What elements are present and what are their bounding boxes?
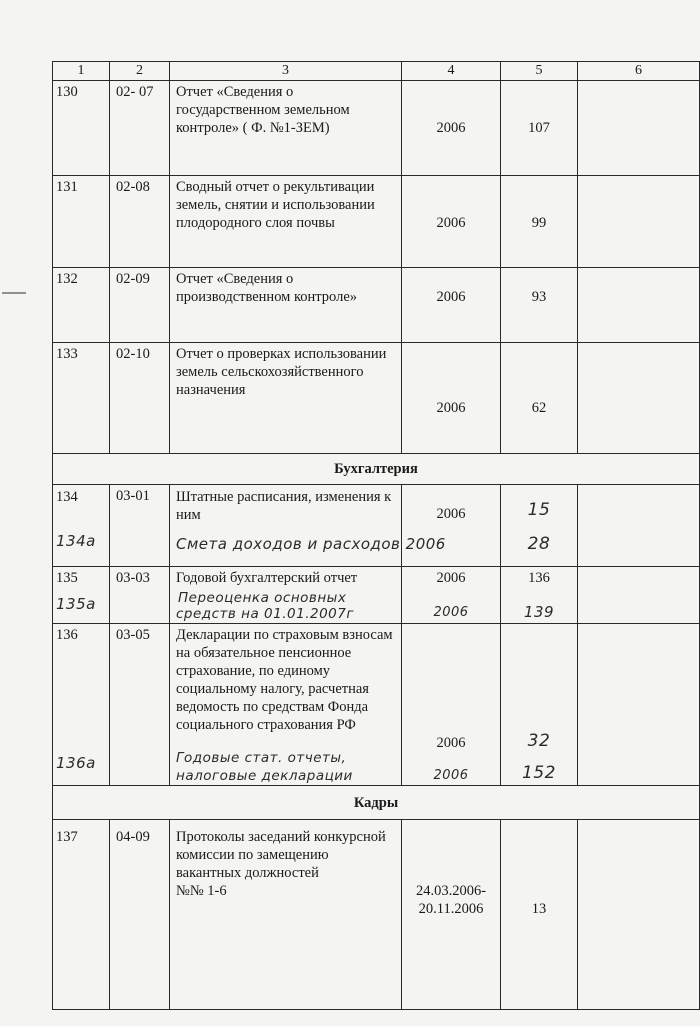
handwritten-note: Переоценка основных — [178, 590, 347, 606]
row-number-cell — [53, 567, 110, 624]
row-note — [578, 820, 700, 1010]
row-count: 13 — [501, 820, 578, 1010]
section-row — [53, 786, 700, 820]
table-row — [53, 343, 700, 454]
row-count: 136 — [528, 570, 550, 586]
row-number: 131 — [53, 176, 110, 268]
handwritten-row-number: 135а — [56, 595, 96, 613]
section-title: Бухгалтерия — [53, 454, 700, 485]
row-count: 99 — [501, 176, 578, 268]
row-year: 2006 — [402, 268, 501, 343]
row-note — [578, 176, 700, 268]
row-title: Годовой бухгалтерский отчет — [176, 570, 358, 586]
table-row — [53, 81, 700, 176]
row-title-numbers: №№ 1-6 — [176, 883, 227, 899]
row-count: 93 — [501, 268, 578, 343]
row-code: 03-05 — [110, 624, 170, 786]
table-row — [53, 485, 700, 567]
row-note — [578, 268, 700, 343]
row-code: 04-09 — [110, 820, 170, 1010]
scan-mark-icon — [0, 285, 30, 305]
row-count: 107 — [501, 81, 578, 176]
row-year-cell — [402, 820, 501, 1010]
handwritten-count: 32 — [527, 731, 551, 751]
row-year: 2006 — [436, 735, 466, 751]
column-number: 2 — [110, 62, 170, 81]
handwritten-count: 15 — [527, 500, 551, 520]
column-number: 1 — [53, 62, 110, 81]
handwritten-count: 28 — [527, 534, 551, 554]
row-count-cell — [501, 567, 578, 624]
handwritten-row-number: 136а — [56, 754, 96, 772]
row-number: 133 — [53, 343, 110, 454]
row-year-cell — [402, 485, 501, 567]
row-title: Декларации по страховым взносам на обязательное пенсионное страхование, по единому социальному налогу, расчетная ведомость по средствам Фонда социального страхования РФ — [176, 627, 393, 733]
row-title-cell — [170, 567, 402, 624]
row-title-cell — [170, 624, 402, 786]
row-title: Отчет «Сведения о государственном земельном контроле» ( Ф. №1-ЗЕМ) — [170, 81, 402, 176]
table-row — [53, 268, 700, 343]
row-year: 2006 — [436, 570, 466, 586]
row-year: 2006 — [402, 81, 501, 176]
section-title: Кадры — [53, 786, 700, 820]
row-code: 02-10 — [110, 343, 170, 454]
row-note — [578, 485, 700, 567]
row-number: 135 — [56, 570, 78, 586]
handwritten-year: 2006 — [433, 768, 469, 783]
row-year-cell — [402, 567, 501, 624]
row-number: 136 — [56, 627, 78, 643]
column-number: 3 — [170, 62, 402, 81]
row-number: 132 — [53, 268, 110, 343]
handwritten-note: Смета доходов и расходов 2006 — [176, 535, 446, 553]
row-note — [578, 624, 700, 786]
row-title: Сводный отчет о рекультивации земель, снятии и использовании плодородного слоя почвы — [170, 176, 402, 268]
table-row — [53, 567, 700, 624]
inventory-table — [52, 61, 700, 1010]
row-code: 03-01 — [110, 485, 170, 567]
row-title-cell — [170, 820, 402, 1010]
section-row — [53, 454, 700, 485]
row-year: 2006 — [436, 506, 466, 522]
table-row — [53, 624, 700, 786]
row-code: 03-03 — [110, 567, 170, 624]
handwritten-count: 152 — [522, 763, 556, 783]
row-title: Штатные расписания, изменения к ним — [176, 489, 392, 523]
row-year-cell — [402, 624, 501, 786]
row-year-end: 20.11.2006 — [418, 901, 484, 917]
column-number: 4 — [402, 62, 501, 81]
table-row — [53, 820, 700, 1010]
row-year-start: 24.03.2006- — [415, 883, 487, 899]
column-number: 5 — [501, 62, 578, 81]
handwritten-year: 2006 — [433, 605, 469, 620]
row-year: 2006 — [402, 343, 501, 454]
row-title-cell — [170, 485, 446, 567]
handwritten-count: 139 — [523, 603, 555, 621]
handwritten-note: средств на 01.01.2007г — [176, 606, 354, 622]
column-number: 6 — [578, 62, 700, 81]
row-title: Отчет о проверках использовании земель сельскохозяйственного назначения — [170, 343, 402, 454]
row-code: 02- 07 — [110, 81, 170, 176]
handwritten-row-number: 134а — [56, 532, 96, 550]
row-note — [578, 567, 700, 624]
row-code: 02-09 — [110, 268, 170, 343]
row-number-cell — [53, 485, 110, 567]
row-count-cell — [501, 485, 578, 567]
handwritten-note: Годовые стат. отчеты, — [176, 750, 347, 766]
row-number: 137 — [53, 820, 110, 1010]
row-code: 02-08 — [110, 176, 170, 268]
row-number: 134 — [56, 489, 78, 505]
row-title: Отчет «Сведения о производственном контроле» — [170, 268, 402, 343]
row-year: 2006 — [402, 176, 501, 268]
row-note — [578, 343, 700, 454]
row-count: 62 — [501, 343, 578, 454]
table-row — [53, 176, 700, 268]
row-count-cell — [501, 624, 578, 786]
row-number-cell — [53, 624, 110, 786]
column-numbers-row — [53, 62, 700, 81]
handwritten-note: налоговые декларации — [176, 768, 353, 784]
row-title: Протоколы заседаний конкурсной комиссии по замещению вакантных должностей — [176, 829, 386, 881]
row-note — [578, 81, 700, 176]
row-number: 130 — [53, 81, 110, 176]
